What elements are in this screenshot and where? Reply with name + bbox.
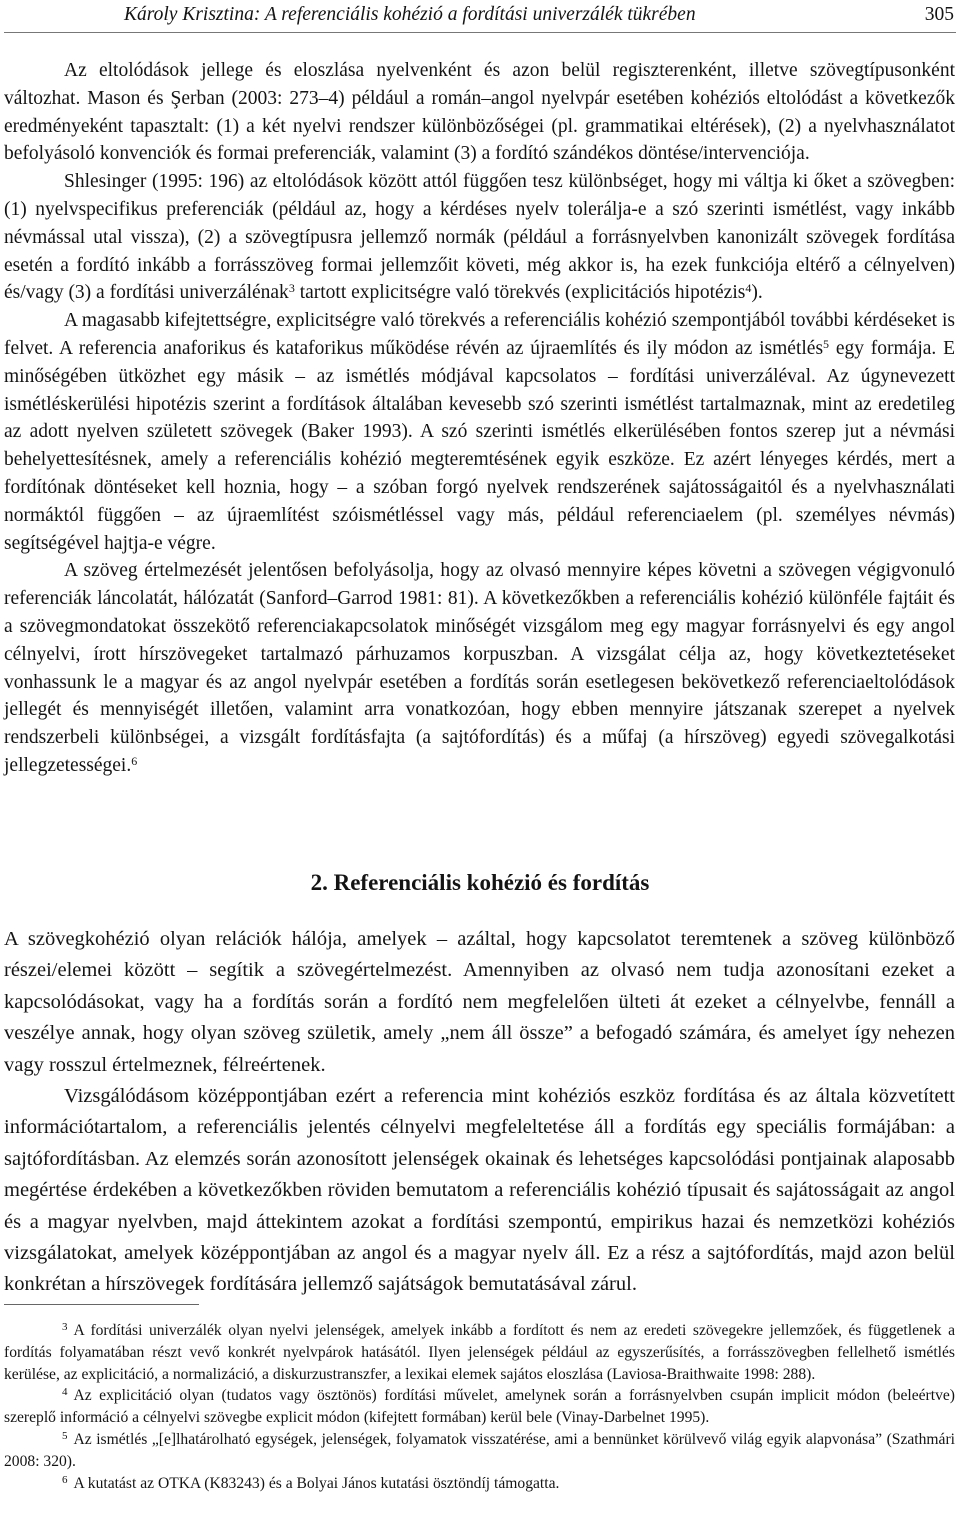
footnotes [4,1320,955,1494]
paragraph: Vizsgálódásom középpontjában ezért a referencia mint kohéziós eszköz fordítása és az általa közvetített információtartalom, a referenciális jelentés célnyelvi megfeleltetése áll a fordítás egy speciális formájában: a sajtófordításban. Az elemzés során azonosított jelenségek okainak és lehetséges kapcsolódási pontjainak alaposabb megértése érdekében a következőkben röviden bemutatom a referenciális kohézió típusait és sajátosságait az angol és a magyar nyelvben, majd áttekintem azokat a fordítási szempontú, empirikus hazai és nemzetközi kohéziós vizsgálatokat, amelyek középpontjában az angol és a magyar nyelv áll. Ez a rész a sajtófordítás, majd azon belül konkrétan a hírszövegek fordítására jellemző sajátságok bemutatásával zárul. [4,1085,955,1296]
footnote [4,1429,955,1473]
footnote-number: 6 [62,1473,68,1486]
footnote [4,1385,955,1429]
paragraph-text: A magasabb kifejtettségre, explicitségre való törekvés a referenciális kohézió szempontjából további kérdéseket is felvet. A referencia anaforikus és kataforikus működése révén az újraemlítés és ily módon az ismétlés [4,310,955,359]
footnote-text: Az ismétlés „[e]lhatárolható egységek, jelenségek, folyamatok visszatérése, ami a bennünket körülvevő világ egyik alapvonása” (Szathmári 2008: 320). [4,1430,955,1470]
page-number: 305 [924,4,954,25]
paragraph-text: A szöveg értelmezését jelentősen befolyásolja, hogy az olvasó mennyire képes követni a szövegen végigvonuló referenciák láncolatát, hálózatát (Sanford–Garrod 1981: 81). A következőkben a referenciális kohézió különféle fajtáit és a szövegmondatokat összekötő referenciakapcsolatok minőségét vizsgálom meg egy magyar forrásnyelvi és egy angol célnyelvi, írott hírszövegeket tartalmazó párhuzamos korpuszban. A vizsgálat célja az, hogy következtetéseket vonhassunk le a magyar és az angol nyelvpár esetében a fordítás során esetlegesen bekövetkező referenciaeltolódások jellegét és mennyiségét illetően, valamint arra vonatkozóan, hogy ebben mennyire játszanak szerepet a nyelvek rendszerbeli különbségei, a vizsgált fordításfajta (a sajtófordítás) és a műfaj (a hírszöveg) egyedi szövegalkotási jellegzetességei. [4,560,955,776]
running-header [4,0,956,33]
footnote-number: 3 [62,1321,68,1333]
paragraph-text: Shlesinger (1995: 196) az eltolódások között attól függően tesz különbséget, hogy mi váltja ki őket a szövegben: (1) nyelvspecifikus preferenciák (például az, hogy a kérdéses nyelv tolerálja-e a szó szerinti ismétlést, vagy inkább névmással utal vissza), (2) a szövegtípusra jellemző normák (például a forrásnyelvben kanonizált szövegek fordítása esetén a fordító inkább a forrásszöveg formai jellemzőit követi, még akkor is, ha ezek funkciója eltérő a célnyelven) és/vagy (3) a fordítási univerzálénak [4,171,955,304]
footnote-ref[interactable]: 3 [288,281,295,296]
paragraph: A szövegkohézió olyan relációk hálója, amelyek – azáltal, hogy kapcsolatot teremtenek a szöveg különböző részei/elemei között – segítik a szövegértelmezést. Amennyiben az olvasó nem tudja azonosítani ezeket a kapcsolódásokat, vagy ha a fordítás során a fordító nem megfelelően ülteti át ezeket a célnyelvbe, fennáll a veszélye annak, hogy olyan szöveg születik, amely „nem áll össze” a befogadó számára, és amelyet így nehezen vagy rosszul értelmeznek, félreértenek. [4,928,955,1076]
footnote-number: 5 [62,1429,68,1442]
footnote-divider [4,1304,199,1305]
paragraph [4,307,955,557]
header-title: Károly Krisztina: A referenciális kohézió a fordítási univerzálék tükrében [124,4,696,25]
footnote [4,1320,955,1385]
paragraph: Az eltolódások jellege és eloszlása nyelvenként és azon belül regiszterenként, illetve szövegtípusonként változhat. Mason és Şerban (2003: 273–4) például a román–angol nyelvpár esetében kohéziós eltolódást a következők eredményeként tapasztalt: (1) a két nyelvi rendszer különbözőségei (pl. grammatikai eltérések), (2) a nyelvhasználatot befolyásoló konvenciók és formai preferenciák, valamint (3) a fordító szándékos döntése/intervenciója. [4,60,955,165]
footnote-ref[interactable]: 6 [131,753,138,768]
footnote-text: Az explicitáció olyan (tudatos vagy ösztönös) fordítási művelet, amelynek során a forrásnyelvben csupán implicit módon (beleértve) szereplő információ a célnyelvi szövegbe explicit módon (kifejtett formában) kerül bele (Vinay-Darbelnet 1995). [4,1387,955,1427]
paragraph-text: tartott explicitségre való törekvés (explicitációs hipotézis [294,282,746,304]
paragraph-text: egy formája. E minőségében ütközhet egy másik – az ismétlés módjával kapcsolatos – fordítási univerzáléval. Az úgynevezett ismétléskerülési hipotézis szerint a fordítások általában kevesebb szó szerinti ismétlést tartalmaznak, mint az eredetileg az adott nyelven született szövegek (Baker 1993). A szó szerinti ismétlés elkerülésében fontos szerep jut a névmási behelyettesítésnek, amely a referenciális kohézió megteremtésének egyik eszköze. Ez azért lényeges kérdés, mert a fordítónak döntéseket kell hoznia, hogy – a szóban forgó nyelvek rendszerének sajátosságaitól és a nyelvhasználati normáktól függően – az újraemlítést szóismétléssel vagy más, például referenciaelem (pl. személyes névmás) segítségével hajtja-e végre. [4,337,956,554]
section-heading: 2. Referenciális kohézió és fordítás [310,870,650,895]
footnote-number: 4 [62,1386,68,1399]
paragraph-text: ). [751,282,763,304]
footnote-ref[interactable]: 5 [823,336,830,351]
section-text [4,924,955,1301]
footnote [4,1473,955,1495]
paragraph [4,168,955,307]
footnote-text: A fordítási univerzálék olyan nyelvi jelenségek, amelyek inkább a fordított és nem az eredeti szövegekre jellemzőek, és függetlenek a fordítás folyamatában részt vevő konkrét nyelvpárok hatásától. Ilyen jelenségek például az egyszerűsítés, a forrásszövegben fellelhető ismétlés kerülése, az explicitáció, a normalizáció, a diskurzustranszfer, a lexikai elemek sajátos eloszlása (Laviosa-Braithwaite 1998: 288). [4,1322,955,1383]
footnote-text: A kutatást az OTKA (K83243) és a Bolyai János kutatási ösztöndíj támogatta. [73,1474,560,1492]
main-text [4,57,955,780]
paragraph [4,557,955,779]
footnote-ref[interactable]: 4 [745,281,752,296]
